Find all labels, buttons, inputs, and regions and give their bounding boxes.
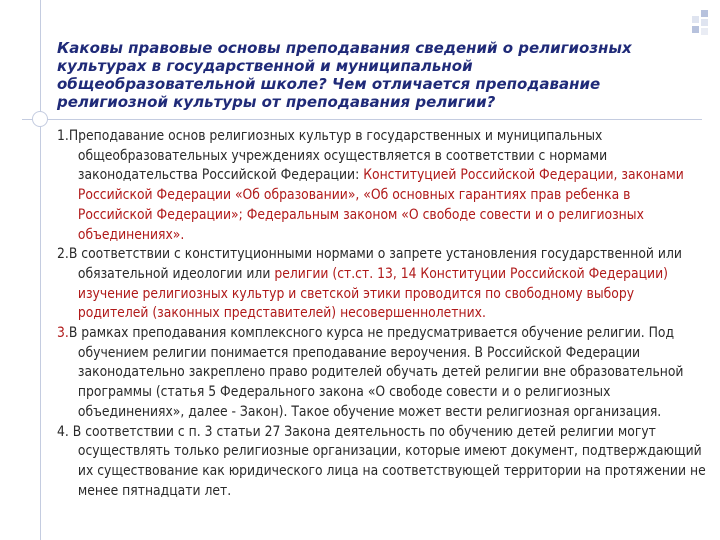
- paragraph-text: В рамках преподавания комплексного курса не предусматривается обучение религии. Под обучением религии понимается преподавание вероучения. В Российской Федерации законодательно закреплено право родителей обучать детей религии вне образовательной программы (статья 5 Федерального закона «О свободе совести и о религиозных объединениях», далее - Закон). Такое обучение может вести религиозная организация.: [68, 325, 684, 420]
- paragraph-highlight: Конституцией Российской Федерации, законами Российской Федерации «Об образовании», «Об основных гарантиях прав ребенка в Российской Федерации»; Федеральным законом «О свободе совести и о религиозных объединениях».: [77, 167, 684, 243]
- decorative-squares-icon: [692, 10, 714, 38]
- paragraph-2: [57, 245, 708, 324]
- slide-body: [57, 127, 706, 501]
- paragraph-highlight: религии (ст.ст. 13, 14 Конституции Российской Федерации) изучение религиозных культур и светской этики проводится по свободному выбору родителей (законных представителей) несовершеннолетних.: [77, 265, 668, 322]
- decorative-horizontal-line: [22, 119, 702, 120]
- paragraph-text: В соответствии с п. 3 статьи 27 Закона деятельность по обучению детей религии могут осуществлять только религиозные организации, которые имеют документ, подтверждающий их существование как юридического лица на соответствующей территории на протяжении не менее пятнадцати лет.: [68, 423, 706, 499]
- paragraph-number: 4.: [57, 423, 69, 440]
- paragraph-1: [57, 127, 708, 245]
- paragraph-number: 3.: [57, 325, 69, 342]
- paragraph-text: Преподавание основ религиозных культур в государственных и муниципальных общеобразовательных учреждениях осуществляется в соответствии с нормами законодательства Российской Федерации:: [68, 128, 608, 184]
- paragraph-3: [57, 324, 708, 423]
- paragraph-4: [57, 423, 708, 502]
- paragraph-number: 2.: [57, 246, 69, 263]
- paragraph-number: 1.: [57, 128, 69, 144]
- decorative-circle-icon: [32, 111, 48, 127]
- decorative-vertical-line: [40, 0, 41, 540]
- slide-title: Каковы правовые основы преподавания сведений о религиозных культурах в государственной и муниципальной общеобразовательной школе? Чем отличается преподавание религиозной культуры от преподавания религии?: [57, 39, 632, 111]
- paragraph-text: В соответствии с конституционными нормами о запрете установления государственной или обязательной идеологии или: [68, 246, 682, 282]
